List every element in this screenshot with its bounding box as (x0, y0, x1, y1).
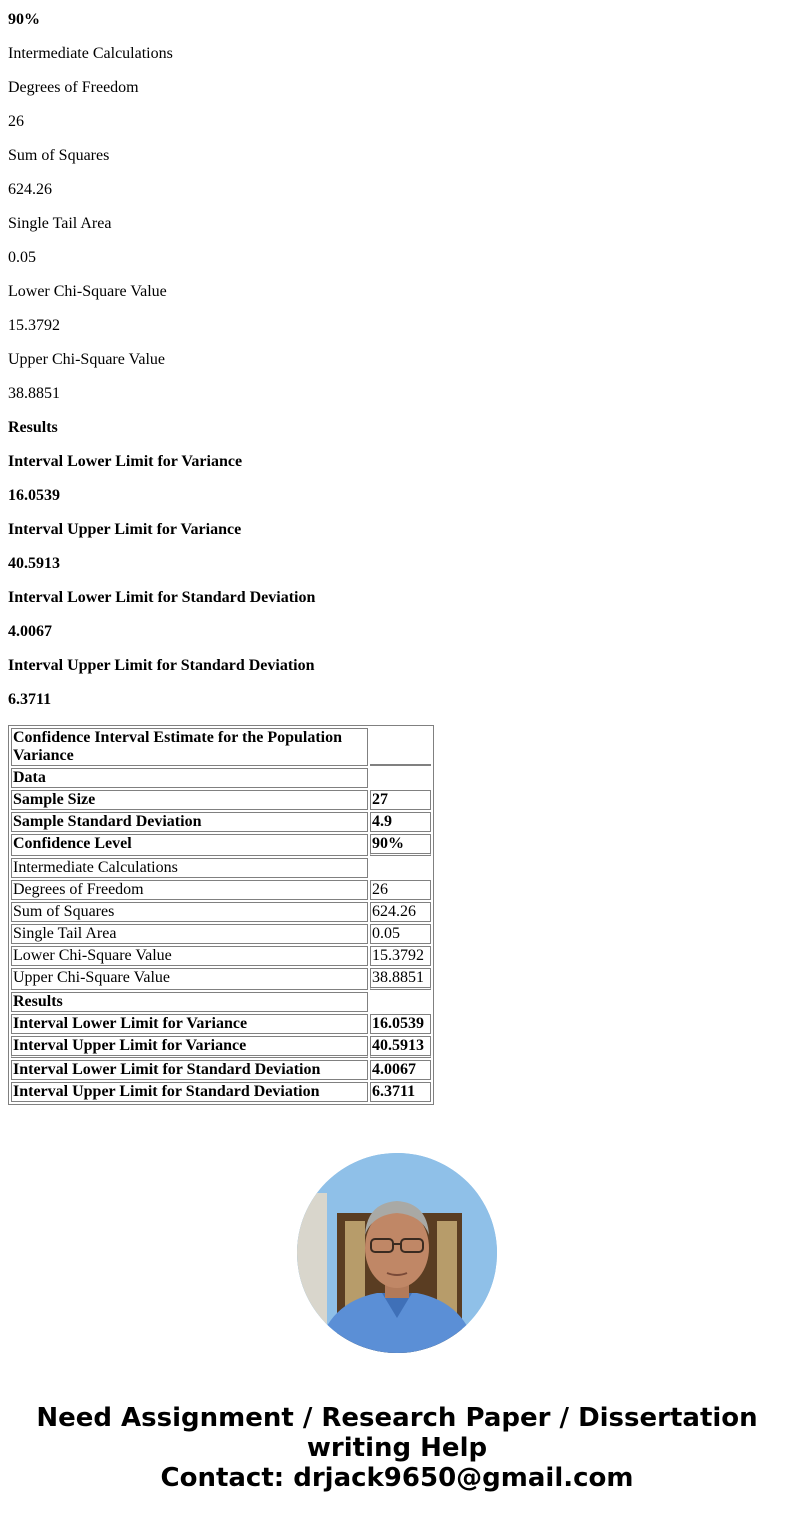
summary-dof-value: 26 (8, 113, 24, 130)
table-row (11, 728, 431, 766)
table-cell-empty (370, 768, 431, 788)
sd-upper-value: 6.3711 (370, 1082, 431, 1102)
ss-value: 624.26 (370, 902, 431, 922)
summary-sd-lower-label: Interval Lower Limit for Standard Deviation (8, 589, 316, 606)
var-lower-value: 16.0539 (370, 1014, 431, 1034)
promo-contact[interactable]: Contact: drjack9650@gmail.com (160, 1463, 634, 1493)
intermediate-heading: Intermediate Calculations (11, 858, 368, 878)
data-heading: Data (11, 768, 368, 788)
table-row (11, 902, 431, 922)
promo-line-1: Need Assignment / Research Paper / Dissertation (36, 1403, 758, 1433)
sd-lower-label: Interval Lower Limit for Standard Deviation (11, 1060, 368, 1080)
summary-tail-value: 0.05 (8, 249, 36, 266)
table-row (11, 946, 431, 966)
summary-sd-upper-value: 6.3711 (8, 691, 52, 708)
sd-upper-label: Interval Upper Limit for Standard Deviation (11, 1082, 368, 1102)
upper-chi-label: Upper Chi-Square Value (11, 968, 368, 990)
summary-sd-upper-label: Interval Upper Limit for Standard Deviation (8, 657, 315, 674)
sample-size-value: 27 (370, 790, 431, 810)
summary-lines (8, 10, 315, 724)
table-cell-empty (370, 992, 431, 1012)
sample-size-label: Sample Size (11, 790, 368, 810)
summary-tail-label: Single Tail Area (8, 215, 112, 232)
confidence-interval-table (8, 725, 434, 1105)
summary-var-upper-label: Interval Upper Limit for Variance (8, 521, 242, 538)
lower-chi-label: Lower Chi-Square Value (11, 946, 368, 966)
tail-area-value: 0.05 (370, 924, 431, 944)
table-title: Confidence Interval Estimate for the Population Variance (11, 728, 368, 766)
table-row (11, 1036, 431, 1058)
summary-upper-chi-label: Upper Chi-Square Value (8, 351, 165, 368)
table-cell-empty (370, 858, 431, 878)
summary-confidence-level: 90% (8, 11, 40, 28)
author-portrait (297, 1153, 497, 1353)
table-row (11, 1082, 431, 1102)
upper-chi-value: 38.8851 (370, 968, 431, 990)
table-cell-empty (370, 728, 431, 766)
summary-dof-label: Degrees of Freedom (8, 79, 139, 96)
table-row (11, 968, 431, 990)
summary-var-lower-label: Interval Lower Limit for Variance (8, 453, 243, 470)
summary-intermediate-heading: Intermediate Calculations (8, 45, 173, 62)
summary-lower-chi-label: Lower Chi-Square Value (8, 283, 167, 300)
confidence-level-value: 90% (370, 834, 431, 856)
var-upper-value: 40.5913 (370, 1036, 431, 1058)
table-row (11, 924, 431, 944)
table-row (11, 1014, 431, 1034)
table-row (11, 790, 431, 810)
summary-var-upper-value: 40.5913 (8, 555, 60, 572)
table-row (11, 1060, 431, 1080)
summary-sd-lower-value: 4.0067 (8, 623, 52, 640)
table-row (11, 834, 431, 856)
summary-upper-chi-value: 38.8851 (8, 385, 60, 402)
summary-var-lower-value: 16.0539 (8, 487, 60, 504)
author-avatar (297, 1153, 497, 1353)
table-row (11, 992, 431, 1012)
sample-sd-label: Sample Standard Deviation (11, 812, 368, 832)
table-row (11, 880, 431, 900)
summary-ss-value: 624.26 (8, 181, 52, 198)
table-row (11, 858, 431, 878)
sd-lower-value: 4.0067 (370, 1060, 431, 1080)
dof-value: 26 (370, 880, 431, 900)
var-upper-label: Interval Upper Limit for Variance (11, 1036, 368, 1058)
tail-area-label: Single Tail Area (11, 924, 368, 944)
ss-label: Sum of Squares (11, 902, 368, 922)
summary-ss-label: Sum of Squares (8, 147, 110, 164)
sample-sd-value: 4.9 (370, 812, 431, 832)
results-heading: Results (11, 992, 368, 1012)
var-lower-label: Interval Lower Limit for Variance (11, 1014, 368, 1034)
table-row (11, 768, 431, 788)
summary-results-heading: Results (8, 419, 58, 436)
summary-lower-chi-value: 15.3792 (8, 317, 60, 334)
dof-label: Degrees of Freedom (11, 880, 368, 900)
confidence-level-label: Confidence Level (11, 834, 368, 856)
table-row (11, 812, 431, 832)
promo-banner (0, 1403, 794, 1493)
promo-line-2: writing Help (306, 1433, 488, 1463)
lower-chi-value: 15.3792 (370, 946, 431, 966)
